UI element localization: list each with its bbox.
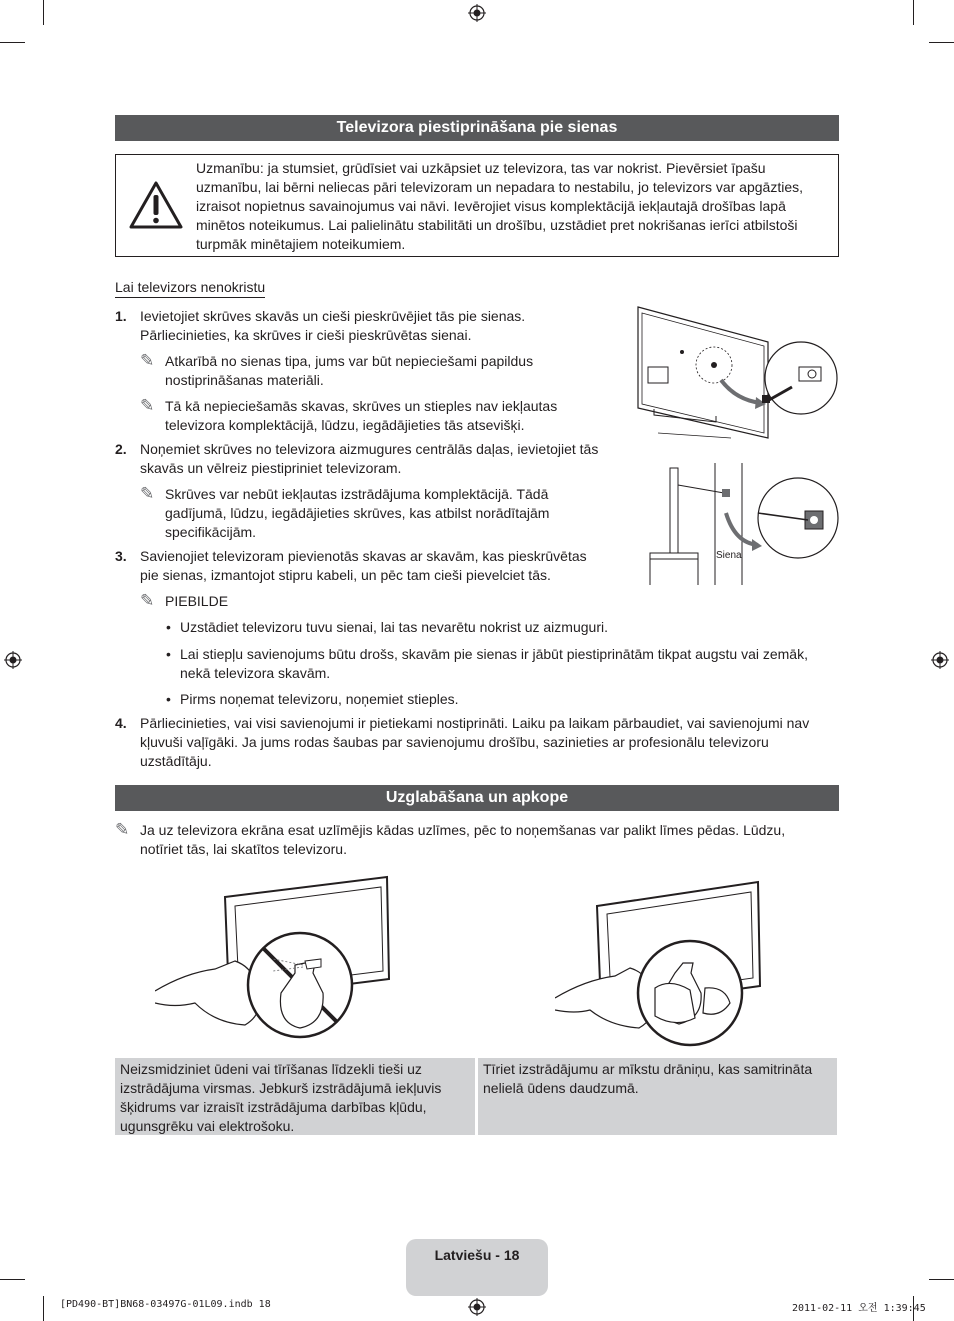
bullet-marker: • (166, 619, 171, 635)
bullet-text: Uzstādiet televizoru tuvu sienai, lai tas nevarētu nokrist uz aizmuguri. (180, 619, 608, 635)
registration-mark-icon (468, 4, 486, 22)
pencil-note-icon: ✎ (140, 351, 155, 370)
crop-mark (929, 42, 954, 43)
pencil-note-icon: ✎ (140, 591, 155, 610)
date-info: 2011-02-11 오전 1:39:45 (792, 1303, 926, 1314)
note-text: Atkarībā no sienas tipa, jums var būt nepieciešami papildus nostiprināšanas materiāli. (165, 353, 534, 388)
subheading-prevent-fall: Lai televizors nenokristu (115, 279, 265, 298)
step-text: Noņemiet skrūves no televizora aizmugures centrālās daļas, ievietojiet tās skavās un vēlreiz piestipriniet televizoram. (140, 441, 599, 476)
tv-back-screw-illustration (636, 305, 840, 440)
pencil-note-icon: ✎ (140, 484, 155, 503)
page-number-tab: Latviešu - 18 (406, 1239, 548, 1296)
caution-body: : ja stumsiet, grūdīsiet vai uzkāpsiet uz televizora, tas var nokrist. Pievērsiet īpašu uzmanību, lai bērni neliecas pāri televizoram un nepadara to nestabilu, jo televizors var apgāzties, izraisot nopietnus savainojumus vai nāvi. Ievērojiet visus komplektācijā iekļautajā drošības lapā minētos noteikumus. Lai palielinātu stabilitāti un drošību, uzstādiet pret nokrišanas ierīci atbilstoši turpmāk minētajiem noteikumiem. (196, 160, 804, 252)
caution-text (196, 159, 826, 254)
pencil-note-icon: ✎ (115, 820, 130, 839)
note-text: Ja uz televizora ekrāna esat uzlīmējis kādas uzlīmes, pēc to noņemšanas var palikt līmes pēdas. Lūdzu, notīriet tās, lai skatītos televizoru. (140, 822, 786, 857)
crop-mark (0, 42, 25, 43)
caution-label: Uzmanību (196, 160, 260, 176)
bullet-text: Pirms noņemat televizoru, noņemiet stieples. (180, 691, 459, 707)
step-text: Savienojiet televizoram pievienotās skavas ar skavām, kas pieskrūvētas pie sienas, izmantojot stipru kabeli, un pēc tam cieši pievelciet tās. (140, 548, 587, 583)
crop-mark (913, 0, 914, 25)
caution-box (115, 154, 839, 257)
wall-label: Siena (716, 550, 742, 561)
crop-mark (0, 1279, 25, 1280)
step-number: 4. (115, 715, 127, 731)
registration-mark-icon (4, 651, 22, 669)
step-number: 3. (115, 548, 127, 564)
section-title-care: Uzglabāšana un apkope (115, 785, 839, 811)
step-text: Pārliecinieties, vai visi savienojumi ir pietiekami nostiprināti. Laiku pa laikam pārbaudiet, vai savienojumi nav kļuvuši vaļīgāki. Ja jums rodas šaubas par savienojumu drošību, sazinieties ar profesionālu televizoru uzstādītāju. (140, 715, 810, 769)
file-info: [PD490-BT]BN68-03497G-01L09.indb 18 (60, 1299, 271, 1310)
warning-triangle-icon (128, 180, 184, 230)
step-number: 1. (115, 308, 127, 324)
step-number: 2. (115, 441, 127, 457)
note-text: Skrūves var nebūt iekļautas izstrādājuma komplektācijā. Tādā gadījumā, lūdzu, iegādājieties skrūves, kas atbilst norādītajām specifikācijām. (165, 486, 550, 540)
note-text: Tā kā nepieciešamās skavas, skrūves un stieples nav iekļautas televizora komplektācijā, lūdzu, iegādājieties tās atsevišķi. (165, 398, 558, 433)
pencil-note-icon: ✎ (140, 396, 155, 415)
step-text: Ievietojiet skrūves skavās un cieši pieskrūvējiet tās pie sienas. Pārliecinieties, ka skrūves ir cieši pieskrūvētas sienai. (140, 308, 526, 343)
bullet-marker: • (166, 646, 171, 662)
crop-mark (929, 1279, 954, 1280)
instruction-cell-dont: Neizsmidziniet ūdeni vai tīrīšanas līdzekli tieši uz izstrādājuma virsmas. Jebkurš izstrādājumā iekļuvis šķidrums var izraisīt izstrādājuma darbības kļūdu, ugunsgrēku vai elektrošoku. (115, 1058, 475, 1135)
instruction-cell-do: Tīriet izstrādājumu ar mīkstu drāniņu, kas samitrināta nelielā ūdens daudzumā. (478, 1058, 837, 1135)
note-heading: PIEBILDE (165, 593, 229, 609)
registration-mark-icon (931, 651, 949, 669)
crop-mark (43, 1296, 44, 1321)
registration-mark-icon (468, 1298, 486, 1316)
section-title-wall-mount: Televizora piestiprināšana pie sienas (115, 115, 839, 141)
bullet-marker: • (166, 691, 171, 707)
tv-side-wall-illustration (640, 463, 840, 585)
damp-cloth-cleaning-illustration (555, 878, 805, 1048)
spray-directly-prohibited-illustration (155, 873, 395, 1048)
bullet-text: Lai stiepļu savienojums būtu drošs, skavām pie sienas ir jābūt piestiprinātām tikpat augstu vai zemāk, nekā televizora skavām. (180, 646, 808, 681)
crop-mark (43, 0, 44, 25)
